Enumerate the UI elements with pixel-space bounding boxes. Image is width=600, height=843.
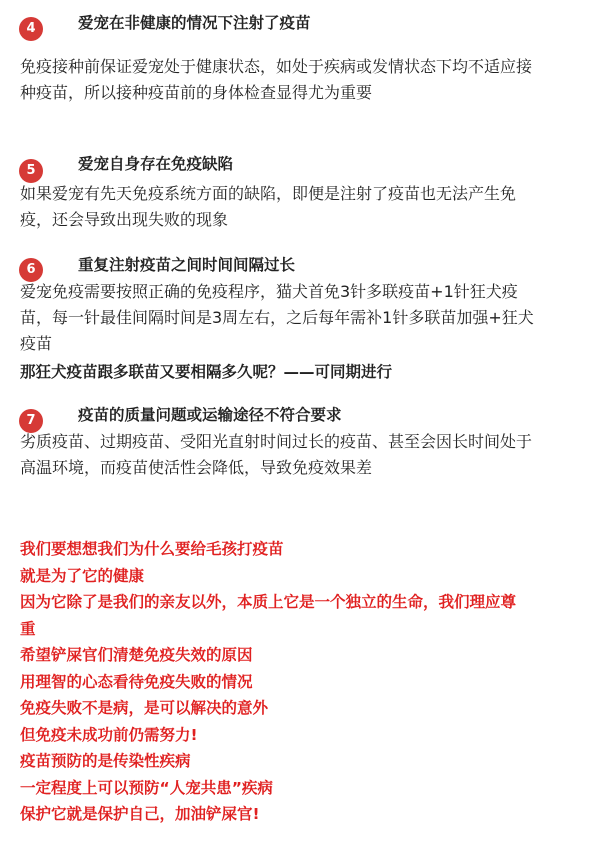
body-line: 高温环境，而疫苗使活性会降低，导致免疫效果差 — [20, 458, 373, 477]
section-heading: 重复注射疫苗之间时间间隔过长 — [78, 256, 296, 274]
body-line: 劣质疫苗、过期疫苗、受阳光直射时间过长的疫苗、甚至会因长时间处于 — [20, 432, 533, 451]
closing-line: 保护它就是保护自己，加油铲屎官! — [20, 805, 260, 823]
number-badge: 4 — [19, 17, 43, 41]
closing-line: 重 — [20, 619, 36, 638]
closing-line: 用理智的心态看待免疫失败的情况 — [20, 672, 253, 691]
closing-line: 一定程度上可以预防“人宠共患”疾病 — [20, 778, 273, 797]
section-body — [20, 181, 585, 233]
section-heading: 爱宠自身存在免疫缺陷 — [78, 155, 234, 173]
section-body — [20, 429, 585, 481]
section-body — [20, 279, 585, 357]
closing-line: 我们要想想我们为什么要给毛孩打疫苗 — [20, 540, 284, 558]
closing-line: 疫苗预防的是传染性疾病 — [20, 752, 191, 770]
body-line: 爱宠免疫需要按照正确的免疫程序，猫犬首免3针多联疫苗+1针狂犬疫 — [20, 282, 518, 301]
number-badge: 6 — [19, 258, 43, 282]
section-question: 那狂犬疫苗跟多联苗又要相隔多久呢？——可同期进行 — [20, 363, 393, 381]
section-heading: 疫苗的质量问题或运输途径不符合要求 — [78, 406, 342, 424]
closing-message — [20, 536, 585, 828]
section-body — [20, 54, 585, 106]
body-line: 苗，每一针最佳间隔时间是3周左右，之后每年需补1针多联苗加强+狂犬 — [20, 308, 534, 327]
closing-line: 希望铲屎官们清楚免疫失效的原因 — [20, 646, 253, 664]
body-line: 如果爱宠有先天免疫系统方面的缺陷，即便是注射了疫苗也无法产生免 — [20, 184, 517, 203]
number-badge: 7 — [19, 409, 43, 433]
closing-line: 因为它除了是我们的亲友以外，本质上它是一个独立的生命，我们理应尊 — [20, 593, 517, 611]
body-line: 疫，还会导致出现失败的现象 — [20, 210, 229, 229]
body-line: 疫苗 — [20, 334, 53, 353]
body-line: 免疫接种前保证爱宠处于健康状态，如处于疾病或发情状态下均不适应接 — [20, 57, 533, 76]
number-badge: 5 — [19, 159, 43, 183]
closing-line: 但免疫未成功前仍需努力! — [20, 725, 198, 744]
closing-line: 免疫失败不是病，是可以解决的意外 — [20, 699, 269, 717]
closing-line: 就是为了它的健康 — [20, 566, 145, 585]
section-heading: 爱宠在非健康的情况下注射了疫苗 — [78, 14, 311, 32]
body-line: 种疫苗，所以接种疫苗前的身体检查显得尤为重要 — [20, 83, 373, 102]
